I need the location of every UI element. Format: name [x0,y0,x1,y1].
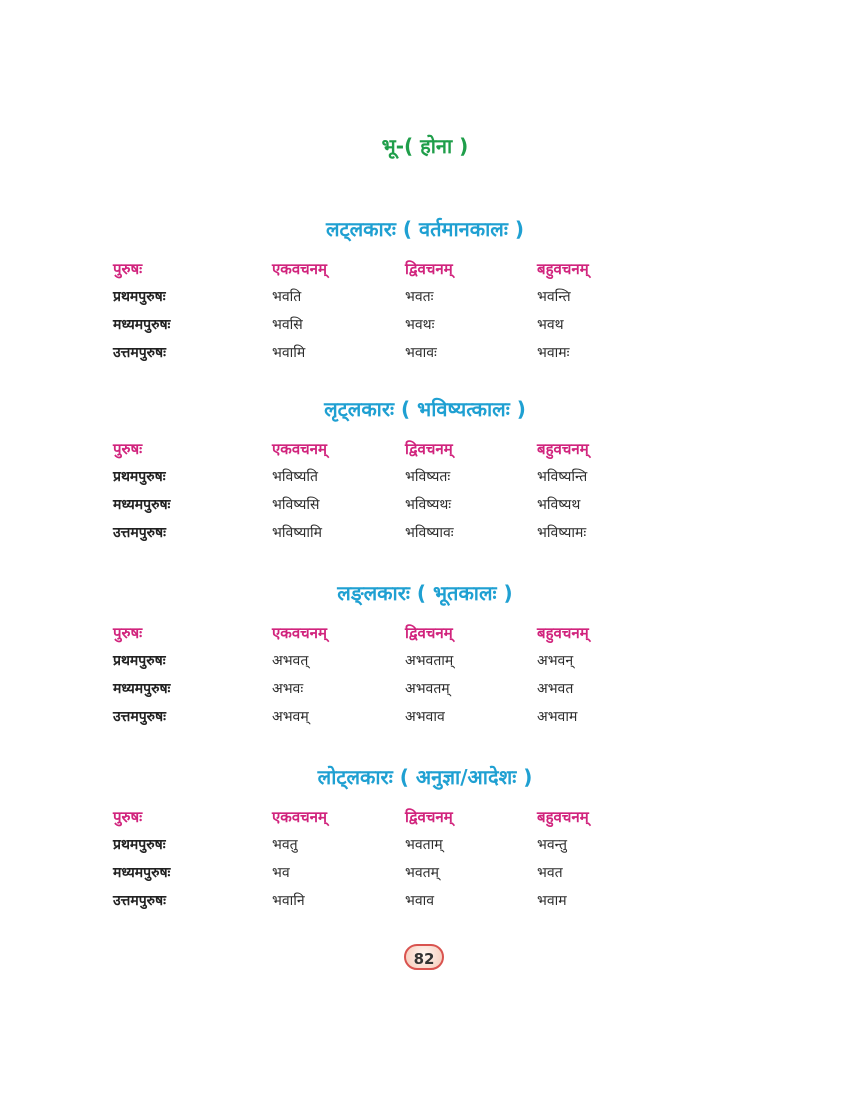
cell-value: अभवः [272,681,304,697]
header-purusha: पुरुषः [113,808,143,826]
cell-value: भवामः [537,345,570,361]
header-bahuvachanam: बहुवचनम् [537,260,589,278]
conjugation-table [0,620,850,732]
cell-value: भविष्यसि [272,497,320,513]
section-lrt-lakara [0,394,850,548]
section-lat-lakara [0,214,850,368]
table-row [0,676,850,702]
cell-value: भविष्यथः [405,497,452,513]
cell-value: अभवाव [405,709,445,725]
row-label: प्रथमपुरुषः [113,469,166,485]
cell-value: भवन्तु [537,837,567,853]
cell-value: अभवम् [272,709,309,725]
cell-value: भवत [537,865,563,881]
cell-value: भव [272,865,290,881]
cell-value: भवसि [272,317,303,333]
row-label: प्रथमपुरुषः [113,289,166,305]
section-title: लृट्लकारः ( भविष्यत्कालः ) [324,397,526,421]
cell-value: भवानि [272,893,305,909]
header-dvivachanam: द्विवचनम् [405,260,453,278]
cell-value: भवतः [405,289,434,305]
row-label: उत्तमपुरुषः [113,345,166,361]
page-title: भू-( होना ) [381,134,469,158]
cell-value: भविष्यथ [537,497,581,513]
row-label: मध्यमपुरुषः [113,681,171,697]
cell-value: भवतम् [405,865,439,881]
table-header-row [0,620,850,646]
cell-value: भवाम [537,893,567,909]
cell-value: भवथ [537,317,564,333]
conjugation-table [0,436,850,548]
row-label: प्रथमपुरुषः [113,653,166,669]
header-dvivachanam: द्विवचनम् [405,624,453,642]
header-dvivachanam: द्विवचनम् [405,440,453,458]
header-ekavachanam: एकवचनम् [272,260,327,278]
header-bahuvachanam: बहुवचनम् [537,440,589,458]
cell-value: भविष्यति [272,469,318,485]
cell-value: भवथः [405,317,435,333]
table-row [0,284,850,310]
cell-value: अभवत् [272,653,309,669]
cell-value: अभवत [537,681,574,697]
table-header-row [0,256,850,282]
cell-value: भवावः [405,345,437,361]
page-number: 82 [404,944,444,970]
cell-value: भवताम् [405,837,443,853]
cell-value: भविष्यन्ति [537,469,588,485]
row-label: उत्तमपुरुषः [113,893,166,909]
header-ekavachanam: एकवचनम् [272,440,327,458]
row-label: उत्तमपुरुषः [113,709,166,725]
cell-value: भवतु [272,837,298,853]
conjugation-table [0,804,850,916]
cell-value: अभवतम् [405,681,450,697]
cell-value: भवाव [405,893,435,909]
cell-value: भवति [272,289,302,305]
header-dvivachanam: द्विवचनम् [405,808,453,826]
row-label: प्रथमपुरुषः [113,837,166,853]
cell-value: भविष्यावः [405,525,454,541]
header-bahuvachanam: बहुवचनम् [537,624,589,642]
header-ekavachanam: एकवचनम् [272,808,327,826]
cell-value: भवन्ति [537,289,571,305]
section-lan-lakara [0,578,850,732]
table-row [0,492,850,518]
conjugation-table [0,256,850,368]
cell-value: भविष्यतः [405,469,451,485]
table-row [0,464,850,490]
table-row [0,520,850,546]
cell-value: भवामि [272,345,306,361]
section-title: लट्लकारः ( वर्तमानकालः ) [325,217,525,241]
header-bahuvachanam: बहुवचनम् [537,808,589,826]
section-title: लङ्लकारः ( भूतकालः ) [337,581,513,605]
table-row [0,340,850,366]
table-row [0,832,850,858]
table-header-row [0,804,850,830]
row-label: मध्यमपुरुषः [113,865,171,881]
row-label: उत्तमपुरुषः [113,525,166,541]
table-row [0,312,850,338]
cell-value: भविष्यामः [537,525,587,541]
table-row [0,648,850,674]
table-header-row [0,436,850,462]
cell-value: अभवाम [537,709,578,725]
header-ekavachanam: एकवचनम् [272,624,327,642]
table-row [0,860,850,886]
header-purusha: पुरुषः [113,260,143,278]
cell-value: अभवताम् [405,653,454,669]
table-row [0,704,850,730]
header-purusha: पुरुषः [113,624,143,642]
table-row [0,888,850,914]
cell-value: अभवन् [537,653,574,669]
cell-value: भविष्यामि [272,525,322,541]
row-label: मध्यमपुरुषः [113,497,171,513]
header-purusha: पुरुषः [113,440,143,458]
section-title: लोट्लकारः ( अनुज्ञा/आदेशः ) [317,765,533,789]
section-lot-lakara [0,762,850,916]
row-label: मध्यमपुरुषः [113,317,171,333]
